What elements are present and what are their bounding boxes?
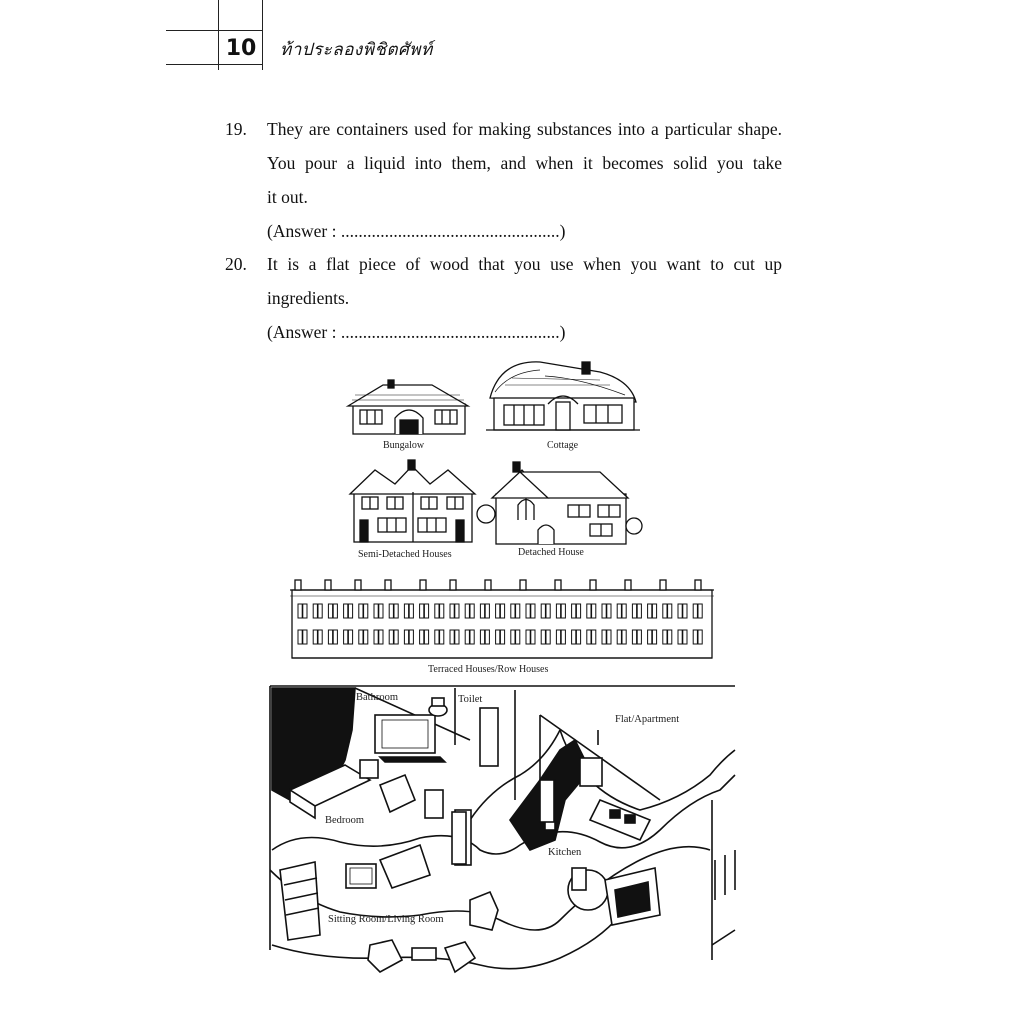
label-sitting-room: Sitting Room/Living Room — [328, 914, 444, 925]
header-title: ท้าประลองพิชิตศัพท์ — [280, 40, 433, 60]
answer-blank[interactable]: (Answer : ..................................................) — [267, 221, 566, 241]
caption-cottage: Cottage — [547, 440, 579, 451]
caption-detached: Detached House — [518, 547, 584, 558]
question-line: ingredients. — [267, 288, 350, 308]
label-flat-apartment: Flat/Apartment — [615, 714, 680, 725]
question-number: 19. — [225, 119, 247, 139]
question-number: 20. — [225, 254, 247, 274]
label-bedroom: Bedroom — [325, 815, 365, 826]
answer-blank[interactable]: (Answer : ..................................................) — [267, 322, 566, 342]
question-line: It is a flat piece of wood that you use when you want to cut up — [267, 254, 782, 274]
label-bathroom: Bathroom — [356, 692, 398, 703]
question-line: They are containers used for making substances into a particular shape. — [267, 119, 782, 139]
question-line: it out. — [267, 187, 308, 207]
caption-terraced: Terraced Houses/Row Houses — [428, 664, 549, 675]
question-line: You pour a liquid into them, and when it becomes solid you take — [267, 153, 782, 173]
label-toilet: Toilet — [458, 694, 483, 705]
page-number: 10 — [225, 36, 257, 61]
label-kitchen: Kitchen — [548, 847, 582, 858]
caption-semi-detached: Semi-Detached Houses — [358, 549, 452, 560]
caption-bungalow: Bungalow — [383, 440, 425, 451]
